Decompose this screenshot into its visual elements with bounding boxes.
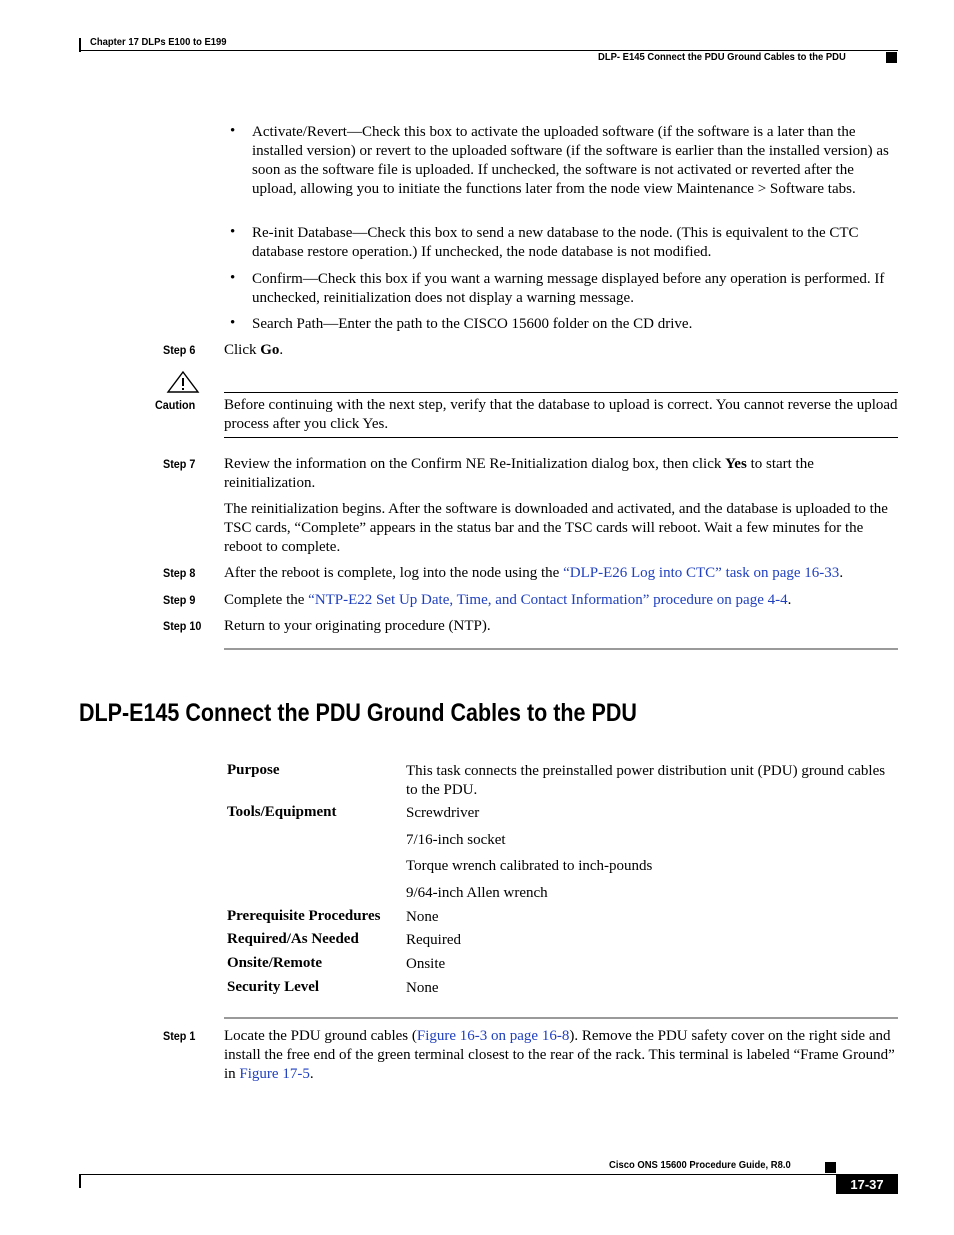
onsite-label: Onsite/Remote — [227, 955, 322, 971]
link-figure-17-5[interactable]: Figure 17-5 — [239, 1066, 310, 1082]
link-dlp-e26[interactable]: “DLP-E26 Log into CTC” task on page 16-33 — [563, 565, 840, 581]
purpose-label: Purpose — [227, 762, 280, 778]
tool-item: 7/16-inch socket — [406, 832, 506, 848]
step-7-text: Review the information on the Confirm NE Re-Initialization dialog box, then click Yes to start the reinitialization. — [224, 456, 814, 491]
required-label: Required/As Needed — [227, 931, 359, 947]
tools-label: Tools/Equipment — [227, 804, 337, 820]
step-10-label: Step 10 — [163, 619, 202, 633]
header-chapter: Chapter 17 DLPs E100 to E199 — [90, 36, 227, 48]
prereq-value: None — [406, 909, 439, 925]
footer-left-mark — [79, 1174, 81, 1188]
step-9-text: Complete the “NTP-E22 Set Up Date, Time, and Contact Information” procedure on page 4-4. — [224, 592, 792, 608]
page-title: DLP-E145 Connect the PDU Ground Cables to the PDU — [79, 699, 637, 727]
bullet-confirm: Confirm—Check this box if you want a warning message displayed before any operation is performed. If unchecked, reinitialization does not display a warning message. — [252, 271, 885, 306]
caution-icon — [166, 371, 200, 393]
link-figure-16-3[interactable]: Figure 16-3 on page 16-8 — [416, 1028, 570, 1044]
bullet-marker: • — [230, 315, 236, 331]
step-10-text: Return to your originating procedure (NTP). — [224, 618, 491, 634]
purpose-value: This task connects the preinstalled power distribution unit (PDU) ground cables to the PDU. — [406, 763, 886, 798]
caution-top-rule — [224, 392, 898, 393]
security-value: None — [406, 980, 439, 996]
header-block — [886, 52, 897, 63]
prereq-label: Prerequisite Procedures — [227, 908, 381, 924]
bullet-marker: • — [230, 123, 236, 139]
page-number: 17-37 — [850, 1177, 884, 1192]
page-number-box — [836, 1175, 898, 1194]
step-8-label: Step 8 — [163, 566, 196, 580]
bullet-marker: • — [230, 224, 236, 240]
bullet-reinit-database: Re-init Database—Check this box to send a new database to the node. (This is equivalent to the CTC database restore operation.) If unchecked, the node database is not modified. — [252, 225, 859, 260]
step-8-text: After the reboot is complete, log into the node using the “DLP-E26 Log into CTC” task on page 16-33. — [224, 565, 844, 581]
bullet-search-path: Search Path—Enter the path to the CISCO 15600 folder on the CD drive. — [252, 316, 693, 332]
step-7-paragraph-2: The reinitialization begins. After the software is downloaded and activated, and the database is uploaded to the TSC cards, “Complete” appears in the status bar and the TSC cards will reboot. Wait a few minutes for the reboot to complete. — [224, 501, 888, 555]
bullet-marker: • — [230, 270, 236, 286]
bullet-activate-revert: Activate/Revert—Check this box to activate the uploaded software (if the software is a later than the installed version) or revert to the uploaded software (if the software is earlier than the installed version) as soon as the software file is uploaded. If unchecked, the software is not activated or reverted after the upload, allowing you to initiate the functions later from the node view Maintenance > Software tabs. — [252, 124, 889, 197]
caution-label: Caution — [155, 398, 196, 412]
required-value: Required — [406, 932, 461, 948]
step-1-text: Locate the PDU ground cables (Figure 16-3 on page 16-8). Remove the PDU safety cover on the right side and install the free end of the green terminal closest to the rear of the rack. This terminal is labeled “Frame Ground” in Figure 17-5. — [224, 1028, 895, 1082]
footer-block — [825, 1162, 836, 1173]
onsite-value: Onsite — [406, 956, 446, 972]
tool-item: Screwdriver — [406, 805, 480, 821]
link-ntp-e22[interactable]: “NTP-E22 Set Up Date, Time, and Contact Information” procedure on page 4-4 — [308, 592, 788, 608]
security-label: Security Level — [227, 979, 320, 995]
step-6-text: Click Go. — [224, 342, 284, 358]
footer-rule — [79, 1174, 898, 1175]
header-section: DLP- E145 Connect the PDU Ground Cables to the PDU — [598, 51, 846, 63]
step-1-label: Step 1 — [163, 1029, 196, 1043]
caution-text: Before continuing with the next step, verify that the database to upload is correct. You cannot reverse the upload process after you click Yes. — [224, 397, 898, 432]
footer-guide-title: Cisco ONS 15600 Procedure Guide, R8.0 — [609, 1159, 791, 1171]
table-bottom-rule — [224, 1017, 898, 1019]
caution-bottom-rule — [224, 437, 898, 438]
procedure-end-rule — [224, 648, 898, 650]
step-7-label: Step 7 — [163, 457, 196, 471]
step-6-label: Step 6 — [163, 343, 196, 357]
tool-item: 9/64-inch Allen wrench — [406, 885, 548, 901]
tool-item: Torque wrench calibrated to inch-pounds — [406, 858, 653, 874]
step-9-label: Step 9 — [163, 593, 196, 607]
